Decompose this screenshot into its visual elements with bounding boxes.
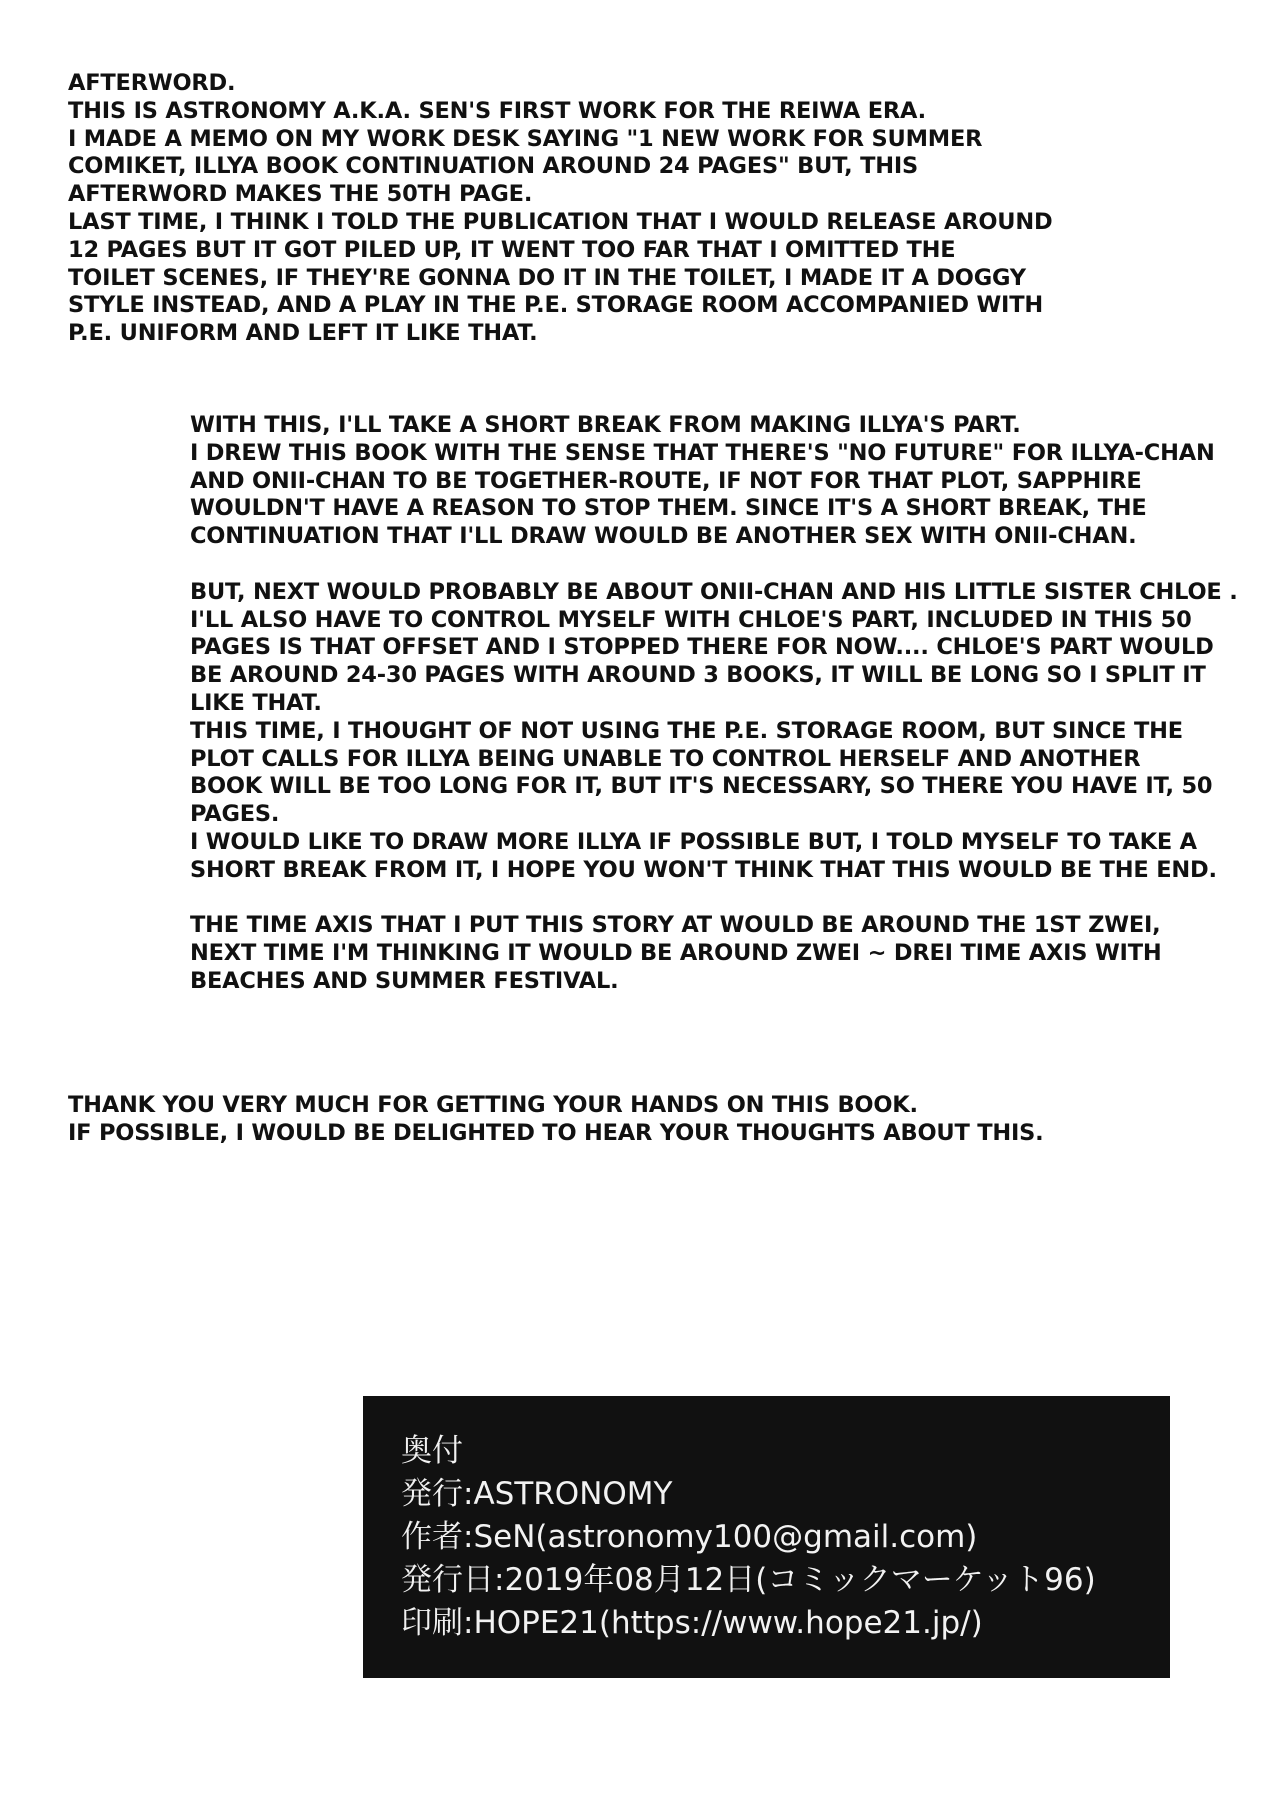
- text-line: THIS TIME, I THOUGHT OF NOT USING THE P.E. STORAGE ROOM, BUT SINCE THE: [190, 717, 1183, 744]
- text-line: LIKE THAT.: [190, 689, 322, 716]
- text-line: BE AROUND 24-30 PAGES WITH AROUND 3 BOOKS, IT WILL BE LONG SO I SPLIT IT: [190, 662, 1206, 689]
- afterword-body: [190, 412, 1238, 996]
- text-line: I MADE A MEMO ON MY WORK DESK SAYING "1 NEW WORK FOR SUMMER: [68, 125, 983, 152]
- text-line: I DREW THIS BOOK WITH THE SENSE THAT THERE'S "NO FUTURE" FOR ILLYA-CHAN: [190, 439, 1215, 466]
- text-line: WITH THIS, I'LL TAKE A SHORT BREAK FROM MAKING ILLYA'S PART.: [190, 412, 1021, 438]
- text-line: BEACHES AND SUMMER FESTIVAL.: [190, 967, 619, 994]
- colophon-printer: 印刷:HOPE21(https://www.hope21.jp/): [401, 1605, 983, 1641]
- paragraph-break-plans: [190, 412, 1238, 551]
- text-line: SHORT BREAK FROM IT, I HOPE YOU WON'T THINK THAT THIS WOULD BE THE END.: [190, 856, 1217, 883]
- colophon-box: [363, 1396, 1170, 1678]
- text-line: IF POSSIBLE, I WOULD BE DELIGHTED TO HEAR YOUR THOUGHTS ABOUT THIS.: [68, 1119, 1044, 1146]
- text-line: 12 PAGES BUT IT GOT PILED UP, IT WENT TOO FAR THAT I OMITTED THE: [68, 236, 956, 263]
- text-line: I WOULD LIKE TO DRAW MORE ILLYA IF POSSIBLE BUT, I TOLD MYSELF TO TAKE A: [190, 828, 1197, 855]
- text-line: AND ONII-CHAN TO BE TOGETHER-ROUTE, IF NOT FOR THAT PLOT, SAPPHIRE: [190, 467, 1142, 494]
- thank-you-note: [68, 1092, 1044, 1148]
- afterword-intro: [68, 70, 1052, 348]
- text-line: COMIKET, ILLYA BOOK CONTINUATION AROUND 24 PAGES" BUT, THIS: [68, 153, 919, 180]
- text-line: AFTERWORD MAKES THE 50TH PAGE.: [68, 181, 533, 208]
- text-line: LAST TIME, I THINK I TOLD THE PUBLICATION THAT I WOULD RELEASE AROUND: [68, 208, 1053, 235]
- text-line: AFTERWORD.: [68, 70, 236, 96]
- text-line: STYLE INSTEAD, AND A PLAY IN THE P.E. STORAGE ROOM ACCOMPANIED WITH: [68, 292, 1044, 319]
- text-line: THIS IS ASTRONOMY A.K.A. SEN'S FIRST WORK FOR THE REIWA ERA.: [68, 97, 927, 124]
- text-line: BOOK WILL BE TOO LONG FOR IT, BUT IT'S NECESSARY, SO THERE YOU HAVE IT, 50: [190, 773, 1213, 800]
- colophon-author: 作者:SeN(astronomy100@gmail.com): [401, 1519, 978, 1555]
- paragraph-gap: [190, 885, 1238, 913]
- text-line: THANK YOU VERY MUCH FOR GETTING YOUR HANDS ON THIS BOOK.: [68, 1092, 918, 1118]
- text-line: P.E. UNIFORM AND LEFT IT LIKE THAT.: [68, 320, 538, 347]
- colophon-date: 発行日:2019年08月12日(コミックマーケット96): [401, 1562, 1096, 1598]
- paragraph-time-axis: [190, 912, 1238, 995]
- paragraph-next-work: [190, 579, 1238, 885]
- text-line: TOILET SCENES, IF THEY'RE GONNA DO IT IN THE TOILET, I MADE IT A DOGGY: [68, 264, 1026, 291]
- text-line: PLOT CALLS FOR ILLYA BEING UNABLE TO CONTROL HERSELF AND ANOTHER: [190, 745, 1141, 772]
- text-line: THE TIME AXIS THAT I PUT THIS STORY AT WOULD BE AROUND THE 1ST ZWEI,: [190, 912, 1161, 939]
- colophon-heading: 奥付: [401, 1433, 463, 1469]
- text-line: PAGES IS THAT OFFSET AND I STOPPED THERE FOR NOW.... CHLOE'S PART WOULD: [190, 634, 1214, 661]
- text-line: PAGES.: [190, 801, 280, 828]
- text-line: CONTINUATION THAT I'LL DRAW WOULD BE ANOTHER SEX WITH ONII-CHAN.: [190, 523, 1137, 550]
- colophon-publisher: 発行:ASTRONOMY: [401, 1476, 673, 1512]
- paragraph-gap: [190, 551, 1238, 579]
- text-line: BUT, NEXT WOULD PROBABLY BE ABOUT ONII-CHAN AND HIS LITTLE SISTER CHLOE .: [190, 578, 1238, 605]
- text-line: NEXT TIME I'M THINKING IT WOULD BE AROUND ZWEI ~ DREI TIME AXIS WITH: [190, 940, 1162, 967]
- text-line: WOULDN'T HAVE A REASON TO STOP THEM. SINCE IT'S A SHORT BREAK, THE: [190, 495, 1147, 522]
- text-line: I'LL ALSO HAVE TO CONTROL MYSELF WITH CHLOE'S PART, INCLUDED IN THIS 50: [190, 606, 1192, 633]
